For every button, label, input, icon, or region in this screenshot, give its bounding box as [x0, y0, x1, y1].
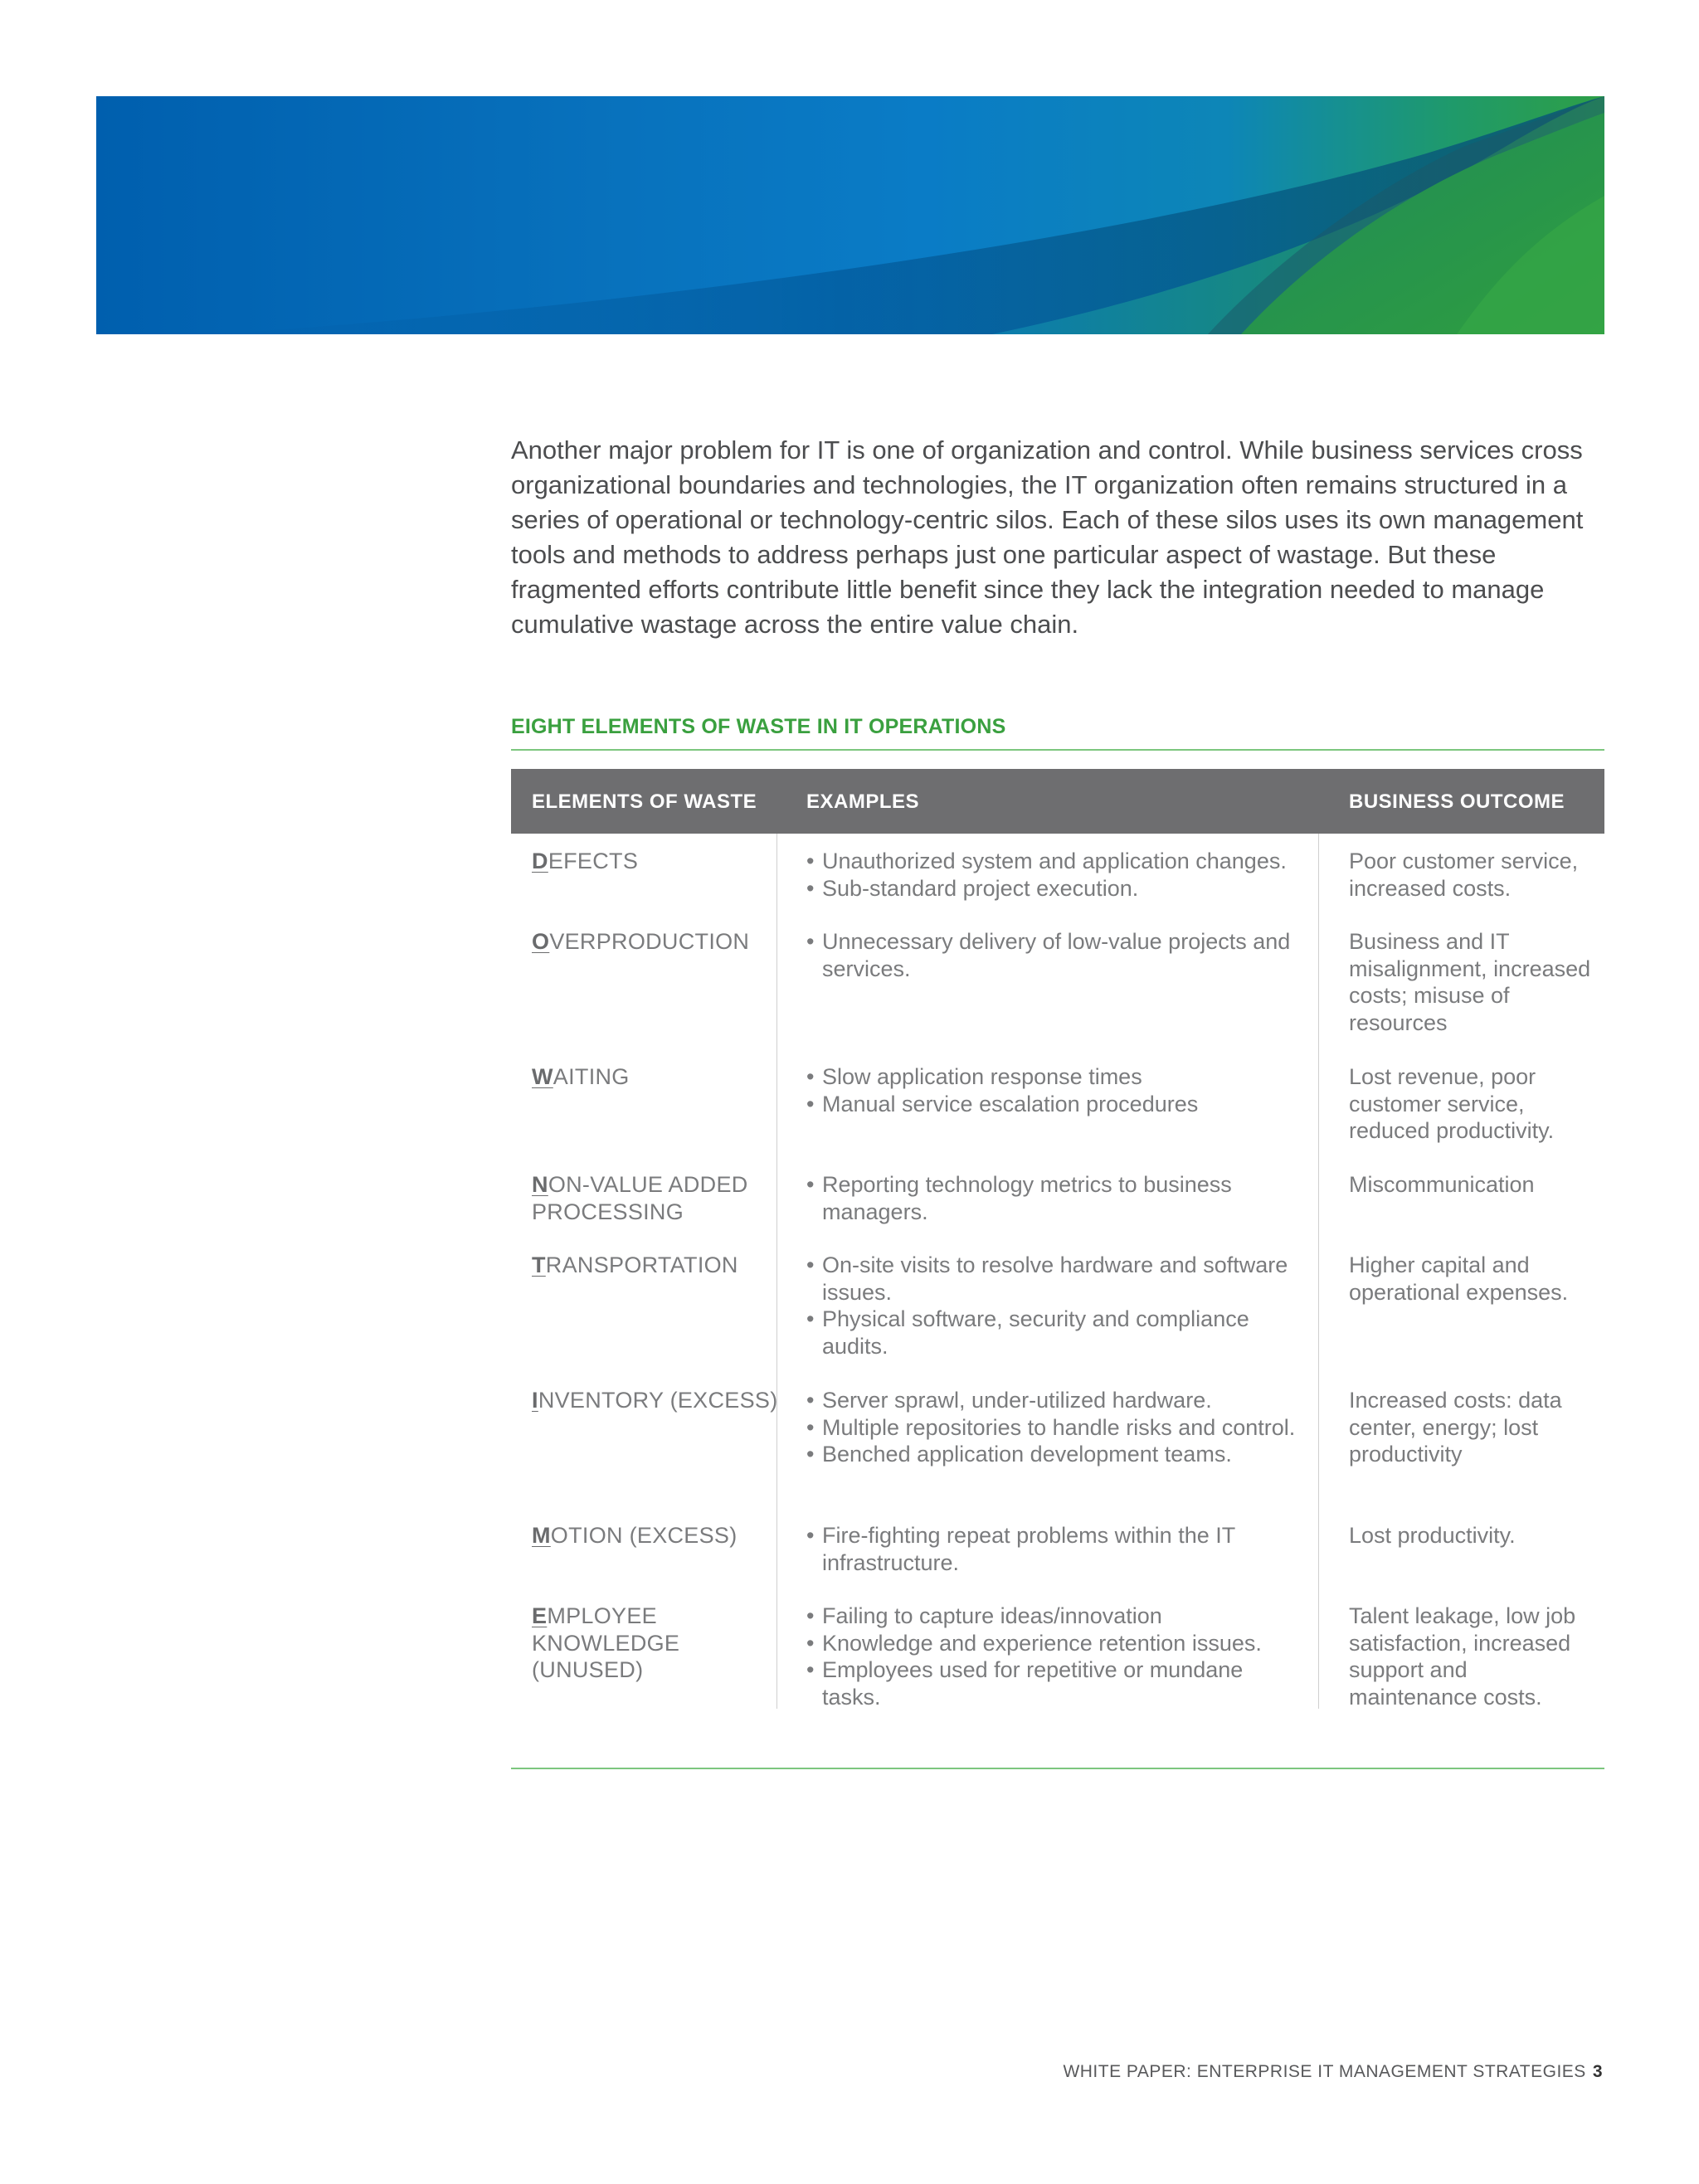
- element-label: VERPRODUCTION: [549, 929, 750, 954]
- element-label: AITING: [553, 1064, 630, 1089]
- examples-list: [806, 1171, 1304, 1225]
- example-item: • Slow application response times: [806, 1063, 1304, 1091]
- column-header-examples: EXAMPLES: [806, 790, 920, 813]
- examples-list: [806, 1603, 1304, 1710]
- example-item: • Multiple repositories to handle risks and control.: [806, 1414, 1304, 1442]
- element-of-waste: [532, 1603, 781, 1684]
- business-outcome: Lost revenue, poor customer service, reduced productivity.: [1349, 1064, 1555, 1143]
- element-label: ON-VALUE ADDED PROCESSING: [532, 1172, 748, 1224]
- element-of-waste: [532, 1171, 781, 1225]
- acronym-letter: O: [532, 929, 550, 954]
- header-banner: [96, 96, 1604, 334]
- element-of-waste: [532, 1387, 781, 1414]
- business-outcome: Higher capital and operational expenses.: [1349, 1253, 1569, 1305]
- element-of-waste: [532, 1522, 781, 1549]
- example-item: • Knowledge and experience retention issues.: [806, 1630, 1304, 1657]
- element-label: OTION (EXCESS): [550, 1523, 738, 1548]
- example-item: • Benched application development teams.: [806, 1441, 1304, 1468]
- acronym-letter: M: [532, 1523, 551, 1548]
- footer-title: WHITE PAPER: ENTERPRISE IT MANAGEMENT STRATEGIES: [1063, 2062, 1586, 2081]
- example-item: • Fire-fighting repeat problems within the IT infrastructure.: [806, 1522, 1304, 1576]
- acronym-letter: D: [532, 849, 548, 873]
- element-label: MPLOYEE KNOWLEDGE (UNUSED): [532, 1603, 680, 1682]
- business-outcome: Business and IT misalignment, increased costs; misuse of resources: [1349, 929, 1591, 1035]
- business-outcome: Miscommunication: [1349, 1172, 1535, 1197]
- example-item: • Unnecessary delivery of low-value projects and services.: [806, 928, 1304, 982]
- examples-list: [806, 848, 1304, 902]
- examples-list: [806, 1063, 1304, 1117]
- example-item: • Failing to capture ideas/innovation: [806, 1603, 1304, 1630]
- example-item: • Manual service escalation procedures: [806, 1091, 1304, 1118]
- element-label: NVENTORY (EXCESS): [538, 1388, 778, 1413]
- table-title: EIGHT ELEMENTS OF WASTE IN IT OPERATIONS: [511, 715, 1006, 738]
- page-footer: [1063, 2062, 1603, 2082]
- element-label: RANSPORTATION: [545, 1253, 738, 1277]
- example-item: • Physical software, security and compliance audits.: [806, 1306, 1304, 1360]
- title-divider: [511, 749, 1604, 751]
- example-item: • Employees used for repetitive or mundane tasks.: [806, 1656, 1304, 1710]
- column-divider: [1318, 834, 1319, 1709]
- table-bottom-divider: [511, 1768, 1604, 1769]
- element-of-waste: [532, 928, 781, 956]
- acronym-letter: W: [532, 1064, 553, 1089]
- example-item: • On-site visits to resolve hardware and software issues.: [806, 1252, 1304, 1306]
- example-item: • Server sprawl, under-utilized hardware.: [806, 1387, 1304, 1414]
- examples-list: [806, 928, 1304, 982]
- business-outcome: Poor customer service, increased costs.: [1349, 849, 1579, 901]
- business-outcome: Lost productivity.: [1349, 1523, 1516, 1548]
- acronym-letter: T: [532, 1253, 546, 1277]
- examples-list: [806, 1252, 1304, 1360]
- element-of-waste: [532, 1252, 781, 1279]
- examples-list: [806, 1387, 1304, 1468]
- column-header-elements: ELEMENTS OF WASTE: [532, 790, 757, 813]
- example-item: • Unauthorized system and application changes.: [806, 848, 1304, 875]
- acronym-letter: N: [532, 1172, 548, 1197]
- banner-swoosh-graphic: [96, 96, 1604, 334]
- element-of-waste: [532, 848, 781, 875]
- element-label: EFECTS: [548, 849, 639, 873]
- column-header-outcome: BUSINESS OUTCOME: [1349, 790, 1565, 813]
- example-item: • Sub-standard project execution.: [806, 875, 1304, 902]
- table-header: [511, 769, 1604, 834]
- intro-paragraph: Another major problem for IT is one of organization and control. While business services cross organizational boundaries and technologies, the IT organization often remains structured in a series of operational or technology-centric silos. Each of these silos uses its own management tools and methods to address perhaps just one particular aspect of wastage. But these fragmented efforts contribute little benefit since they lack the integration needed to manage cumulative wastage across the entire value chain.: [511, 435, 1584, 639]
- page-number: 3: [1592, 2062, 1603, 2081]
- acronym-letter: E: [532, 1603, 548, 1628]
- acronym-letter: I: [532, 1388, 538, 1413]
- business-outcome: Increased costs: data center, energy; lost productivity: [1349, 1388, 1562, 1467]
- example-item: • Reporting technology metrics to business managers.: [806, 1171, 1304, 1225]
- element-of-waste: [532, 1063, 781, 1091]
- examples-list: [806, 1522, 1304, 1576]
- business-outcome: Talent leakage, low job satisfaction, increased support and maintenance costs.: [1349, 1603, 1576, 1710]
